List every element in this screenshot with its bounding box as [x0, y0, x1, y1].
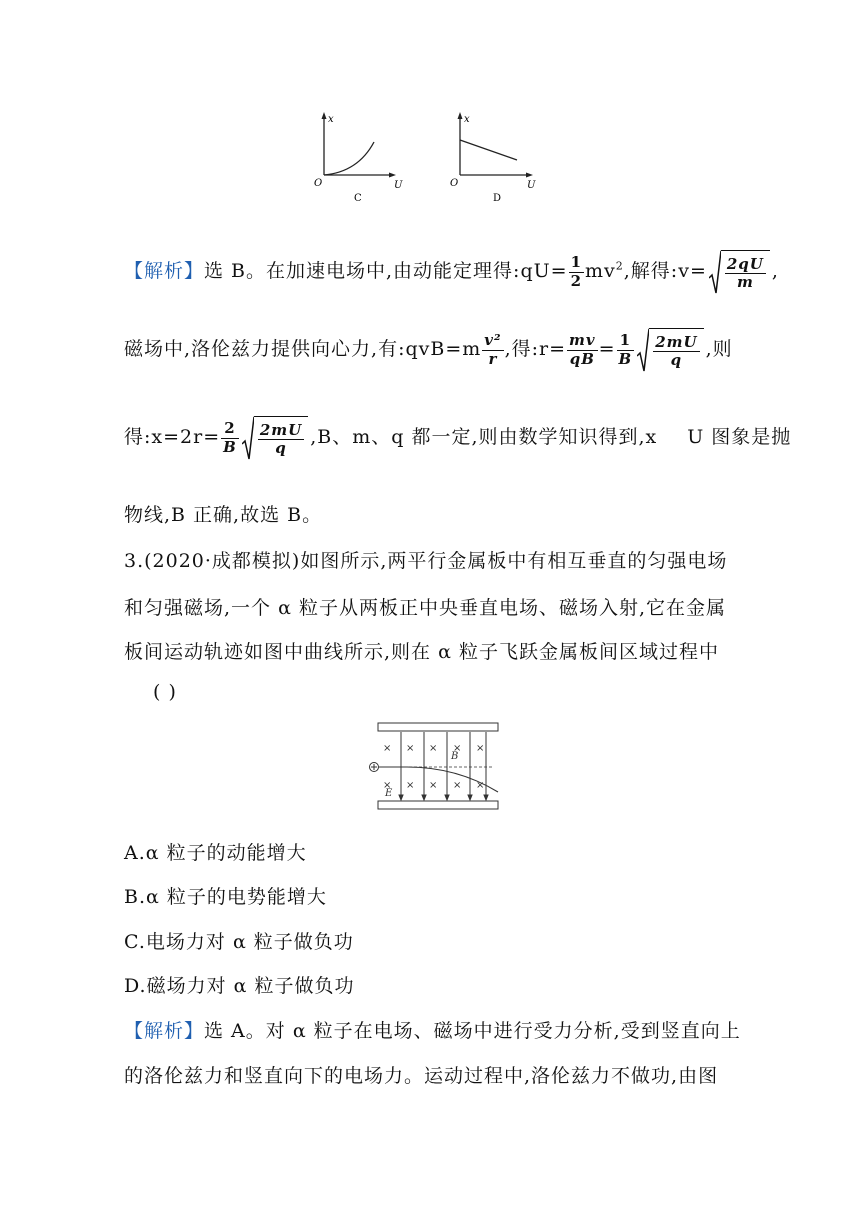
- fraction-one-half: $\frac{1}{2}$: [570, 253, 582, 290]
- magnetic-field-label: B: [451, 751, 459, 762]
- sqrt-2qU-over-m: $\frac{2qU}{m}$: [709, 250, 770, 294]
- fraction-v2-over-r: $\frac{\text{v²}}{r}$: [484, 331, 502, 368]
- graph-c-caption: C: [354, 193, 362, 204]
- fraction-mv-over-qB: $\frac{mv}{qB}$: [569, 331, 596, 368]
- graph-d-x-label: U: [527, 180, 536, 191]
- question3-line1: 3.(2020·成都模拟)如图所示,两平行金属板中有相互垂直的匀强电场: [124, 550, 728, 572]
- sqrt-2mU-over-q: $\frac{2mU}{q}$: [242, 416, 308, 460]
- svg-text:×: ×: [453, 780, 462, 791]
- svg-text:×: ×: [453, 743, 462, 754]
- analysis1-line1: 【解析】选 B。在加速电场中,由动能定理得:qU= $\frac{1}{2}$ $mv^2$,解得:v= $\frac{2qU}{m}$ ,: [124, 250, 779, 294]
- text: ,则: [705, 338, 733, 360]
- text: 选 A。对 α 粒子在电场、磁场中进行受力分析,受到竖直向上: [204, 1020, 741, 1042]
- graph-c-x-label: U: [394, 180, 403, 191]
- svg-text:×: ×: [383, 780, 392, 791]
- option-d: D.磁场力对 α 粒子做负功: [124, 975, 355, 997]
- fraction-1-over-B: $\frac{1}{B}$: [618, 331, 633, 368]
- text: ,B、m、q 都一定,则由数学知识得到,x: [310, 426, 658, 448]
- graph-c-origin: O: [314, 178, 323, 189]
- graph-d-y-label: x: [464, 114, 470, 125]
- analysis1-line3: [124, 416, 791, 460]
- option-b: B.α 粒子的电势能增大: [124, 886, 327, 908]
- analysis1-line2: [124, 328, 733, 372]
- graph-d-caption: D: [493, 193, 502, 204]
- question3-line2: 和匀强磁场,一个 α 粒子从两板正中央垂直电场、磁场入射,它在金属: [124, 597, 726, 619]
- analysis2-line1: [124, 1016, 741, 1043]
- analysis-tag: 【解析】: [124, 260, 205, 282]
- option-a: A.α 粒子的动能增大: [124, 842, 307, 864]
- answer-paren: ( ): [153, 681, 177, 703]
- svg-text:×: ×: [406, 743, 415, 754]
- electric-field-label: E: [385, 788, 393, 799]
- svg-text:×: ×: [476, 743, 485, 754]
- svg-text:×: ×: [406, 780, 415, 791]
- text: ,得:r=: [504, 338, 567, 360]
- fraction-2-over-B: $\frac{2}{B}$: [223, 419, 237, 456]
- graph-d-origin: O: [450, 178, 459, 189]
- svg-text:×: ×: [429, 780, 438, 791]
- analysis1-line4: 物线,B 正确,故选 B。: [124, 504, 323, 526]
- analysis2-line2: 的洛伦兹力和竖直向下的电场力。运动过程中,洛伦兹力不做功,由图: [124, 1065, 719, 1087]
- sqrt-2mU-over-q: $\frac{2mU}{q}$: [637, 328, 703, 372]
- text: U 图象是抛: [687, 426, 792, 448]
- text: 选 B。在加速电场中,由动能定理得:qU=: [204, 260, 568, 282]
- graph-c-y-label: x: [328, 114, 334, 125]
- option-c: C.电场力对 α 粒子做负功: [124, 931, 354, 953]
- text: mv: [585, 260, 616, 282]
- graph-c: [310, 108, 410, 208]
- text: 得:x=2r=: [124, 426, 221, 448]
- plates-figure: [365, 722, 505, 812]
- question3-line3: 板间运动轨迹如图中曲线所示,则在 α 粒子飞跃金属板间区域过程中: [124, 641, 719, 663]
- text: =: [598, 338, 616, 360]
- svg-text:×: ×: [429, 743, 438, 754]
- svg-text:×: ×: [476, 780, 485, 791]
- analysis-tag: 【解析】: [124, 1020, 205, 1042]
- svg-text:×: ×: [383, 743, 392, 754]
- text: 磁场中,洛伦兹力提供向心力,有:qvB=m: [124, 338, 482, 360]
- graph-d: [447, 108, 547, 208]
- text: ,解得:v=: [623, 260, 707, 282]
